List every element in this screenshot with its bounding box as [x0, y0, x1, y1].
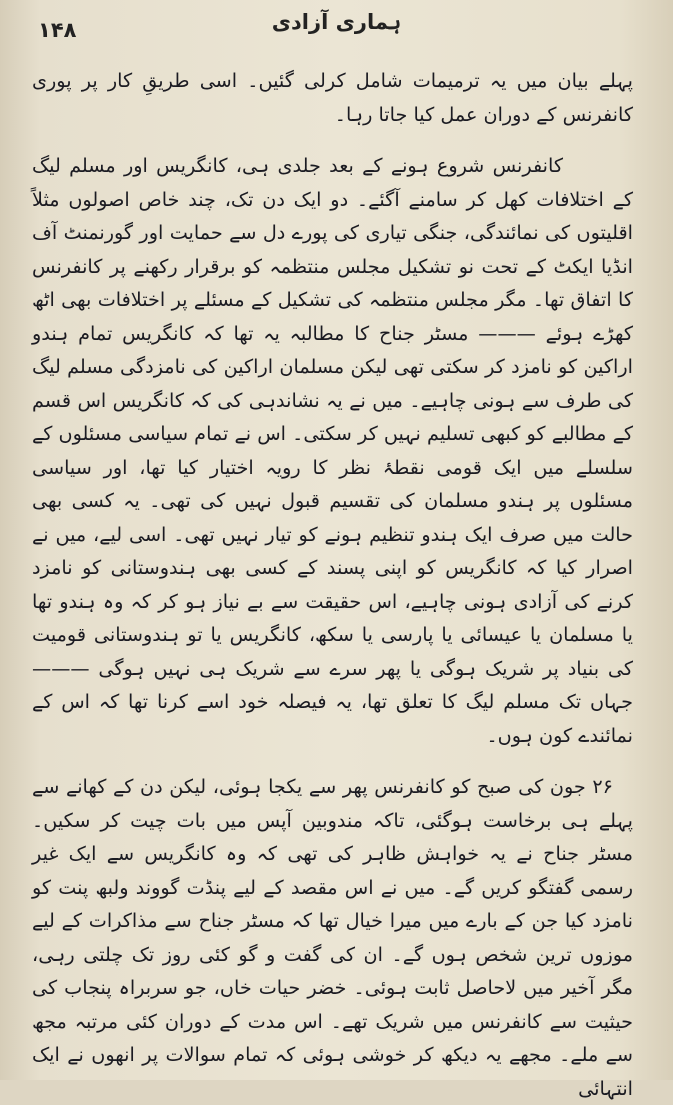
body-text — [32, 64, 633, 1105]
paragraph-2: کانفرنس شروع ہونے کے بعد جلدی ہی، کانگریس اور مسلم لیگ کے اختلافات کھل کر سامنے آگئے۔ دو ایک دن تک، چند خاص اصولوں مثلاً اقلیتوں کی نمائندگی، جنگی تیاری کی پورے دل سے حمایت اور گورنمنٹ آف انڈیا ایکٹ کے تحت نو تشکیل مجلس منتظمہ کو برقرار رکھنے پر کانفرنس کا اتفاق تھا۔ مگر مجلس منتظمہ کی تشکیل کے مسئلے پر اختلافات بھی اٹھ کھڑے ہوئے ——— مسٹر جناح کا مطالبہ یہ تھا کہ کانگریس تمام ہندو اراکین کو نامزد کر سکتی تھی لیکن مسلمان اراکین کی نامزدگی مسلم لیگ کی طرف سے ہونی چاہیے۔ میں نے یہ نشاندہی کی کہ کانگریس اس قسم کے مطالبے کو کبھی تسلیم نہیں کر سکتی۔ اس نے تمام سیاسی مسئلوں کے سلسلے میں ایک قومی نقطۂ نظر کا رویہ اختیار کیا تھا، اور سیاسی مسئلوں پر ہندو مسلمان کی تقسیم قبول نہیں کی تھی۔ یہ کسی بھی حالت میں صرف ایک ہندو تنظیم ہونے کو تیار نہیں تھی۔ اسی لیے، میں نے اصرار کیا کہ کانگریس کو اپنی پسند کے کسی بھی ہندوستانی کو نامزد کرنے کی آزادی ہونی چاہیے، اس حقیقت سے بے نیاز ہو کر کہ وہ ہندو تھا یا مسلمان یا عیسائی یا پارسی یا سکھ، کانگریس یا تو ہندوستانی قومیت کی بنیاد پر شریک ہوگی یا پھر سرے سے شریک ہی نہیں ہوگی ——— جہاں تک مسلم لیگ کا تعلق تھا، یہ فیصلہ خود اسے کرنا تھا کہ اس کے نمائندے کون ہوں۔ — [32, 154, 633, 747]
paragraph-3: ۲۶ جون کی صبح کو کانفرنس پھر سے یکجا ہوئی، لیکن دن کے کھانے سے پہلے ہی برخاست ہوگئی، تاکہ مندوبین آپس میں بات چیت کر سکیں۔ مسٹر جناح نے یہ خواہش ظاہر کی تھی کہ وہ کانگریس سے ایک غیر رسمی گفتگو کریں گے۔ میں نے اس مقصد کے لیے پنڈت گووند ولبھ پنت کو نامزد کیا جن کے بارے میں میرا خیال تھا کہ مسٹر جناح سے مذاکرات کے لیے موزوں ترین شخص ہوں گے۔ ان کی گفت و گو کئی روز تک چلتی رہی، مگر آخیر میں لاحاصل ثابت ہوئی۔ خضر حیات خاں، جو سربراہ پنجاب کی حیثیت سے کانفرنس میں شریک تھے۔ اس مدت کے دوران کئی مرتبہ مجھ سے ملے۔ مجھے یہ دیکھ کر خوشی ہوئی کہ تمام سوالات پر انھوں نے ایک انتہائی — [32, 775, 633, 1100]
running-title: ہماری آزادی — [271, 10, 402, 34]
paragraph-1: پہلے بیان میں یہ ترمیمات شامل کرلی گئیں۔ اسی طریقِ کار پر پوری کانفرنس کے دوران عمل کیا جاتا رہا۔ — [32, 69, 633, 126]
page-number: ۱۴۸ — [38, 18, 77, 42]
